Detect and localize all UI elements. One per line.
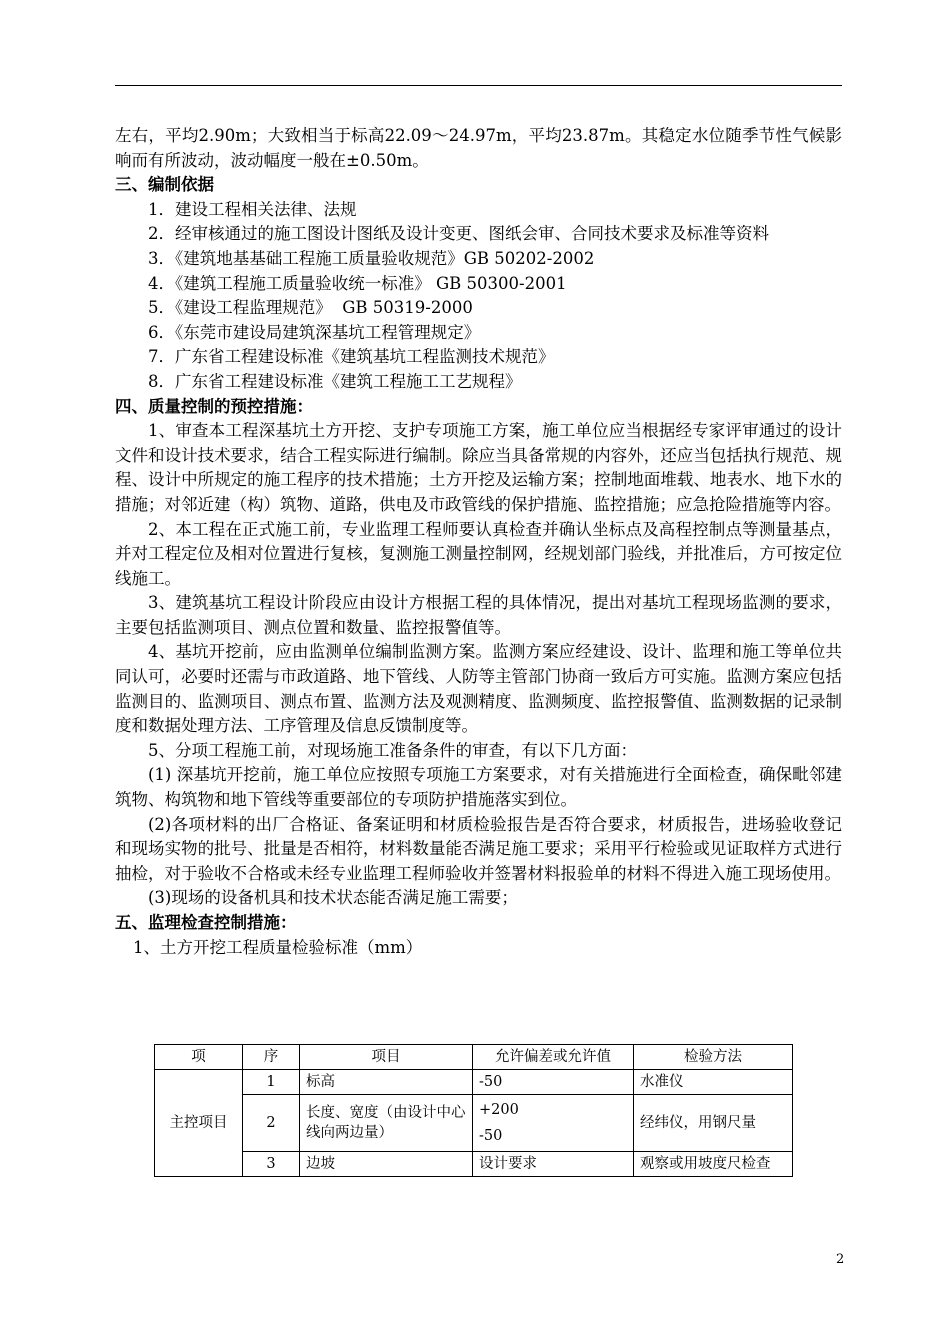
measure-paragraph: 4、基坑开挖前，应由监测单位编制监测方案。监测方案应经建设、设计、监理和施工等单位共同认可，必要时还需与市政道路、地下管线、人防等主管部门协商一致后方可实施。监测方案应包括监测目的、监测项目、测点布置、监测方法及观测精度、监测频度、监控报警值、监测数据的记录制度和数据处理方法、工序管理及信息反馈制度等。	[115, 642, 842, 736]
measure-paragraph: 1、审查本工程深基坑土方开挖、支护专项施工方案，施工单位应当根据经专家评审通过的设计文件和设计技术要求，结合工程实际进行编制。除应当具备常规的内容外，还应当包括执行规范、规程、设计中所规定的施工程序的技术措施；土方开挖及运输方案；控制地面堆载、地表水、地下水的措施；对邻近建（构）筑物、道路，供电及市政管线的保护措施、监控措施；应急抢险措施等内容。	[115, 421, 842, 514]
method-cell: 经纬仪，用钢尺量	[634, 1095, 793, 1152]
method-cell: 观察或用坡度尺检查	[634, 1152, 793, 1177]
measure-paragraph: 2、本工程在正式施工前，专业监理工程师要认真检查并确认坐标点及高程控制点等测量基点，并对工程定位及相对位置进行复核，复测施工测量控制网，经规划部门验线，并批准后，方可按定位线施工。	[115, 519, 842, 588]
allow-lower: -50	[479, 1128, 503, 1144]
inspection-table	[154, 1044, 793, 1177]
measure-paragraph: 5、分项工程施工前，对现场施工准备条件的审查，有以下几方面：	[148, 740, 637, 760]
allow-cell: -50	[473, 1070, 634, 1095]
item-cell: 长度、宽度（由设计中心线向两边量）	[300, 1095, 473, 1152]
section3-heading: 三、编制依据	[115, 175, 214, 195]
basis-item: 6．《东莞市建设局建筑深基坑工程管理规定》	[148, 322, 481, 342]
seq-cell: 1	[243, 1070, 300, 1095]
allow-cell: 设计要求	[473, 1152, 634, 1177]
allow-upper: +200	[479, 1102, 519, 1118]
header-cell: 检验方法	[634, 1045, 793, 1070]
header-cell: 允许偏差或允许值	[473, 1045, 634, 1070]
basis-item: 1．建设工程相关法律、法规	[148, 199, 357, 219]
section4-heading: 四、质量控制的预控措施：	[115, 396, 313, 416]
table-row	[155, 1095, 793, 1152]
basis-item: 2．经审核通过的施工图设计图纸及设计变更、图纸会审、合同技术要求及标准等资料	[148, 224, 769, 244]
table-row	[155, 1152, 793, 1177]
header-cell: 项	[155, 1045, 243, 1070]
seq-cell: 2	[243, 1095, 300, 1152]
basis-item: 3．《建筑地基基础工程施工质量验收规范》GB 50202-2002	[148, 248, 595, 268]
measure-paragraph: (3)现场的设备机具和技术状态能否满足施工需要；	[148, 888, 518, 908]
section5-heading: 五、监理检查控制措施：	[115, 913, 297, 932]
measure-paragraph: (2)各项材料的出厂合格证、备案证明和材质检验报告是否符合要求，材质报告，进场验收登记和现场实物的批号、批量是否相符，材料数量能否满足施工要求；采用平行检验或见证取样方式进行抽检，对于验收不合格或未经专业监理工程师验收并签署材料报验单的材料不得进入施工现场使用。	[115, 814, 842, 883]
seq-cell: 3	[243, 1152, 300, 1177]
item-cell: 标高	[300, 1070, 473, 1095]
header-cell: 序	[243, 1045, 300, 1070]
method-cell: 水准仪	[634, 1070, 793, 1095]
table-caption: 1、土方开挖工程质量检验标准（mm）	[133, 937, 423, 957]
document-body	[115, 124, 842, 960]
intro-paragraph: 左右，平均2.90m；大致相当于标高22.09～24.97m，平均23.87m。其稳定水位随季节性气候影响而有所波动，波动幅度一般在±0.50m。	[115, 126, 842, 170]
basis-item: 7．广东省工程建设标准《建筑基坑工程监测技术规范》	[148, 347, 555, 367]
basis-item: 8．广东省工程建设标准《建筑工程施工工艺规程》	[148, 371, 522, 391]
item-cell: 边坡	[300, 1152, 473, 1177]
group-label-cell: 主控项目	[155, 1070, 243, 1177]
header-rule	[115, 85, 842, 86]
basis-item: 4．《建筑工程施工质量验收统一标准》 GB 50300-2001	[148, 273, 567, 293]
table-header-row	[155, 1045, 793, 1070]
page-number: 2	[836, 1252, 845, 1267]
measure-paragraph: 3、建筑基坑工程设计阶段应由设计方根据工程的具体情况，提出对基坑工程现场监测的要求，主要包括监测项目、测点位置和数量、监控报警值等。	[115, 593, 842, 637]
header-cell: 项目	[300, 1045, 473, 1070]
allow-cell	[473, 1095, 634, 1152]
table-row	[155, 1070, 793, 1095]
measure-paragraph: (1) 深基坑开挖前，施工单位应按照专项施工方案要求，对有关措施进行全面检查，确保毗邻建筑物、构筑物和地下管线等重要部位的专项防护措施落实到位。	[115, 765, 842, 810]
basis-item: 5．《建设工程监理规范》 GB 50319-2000	[148, 298, 473, 318]
